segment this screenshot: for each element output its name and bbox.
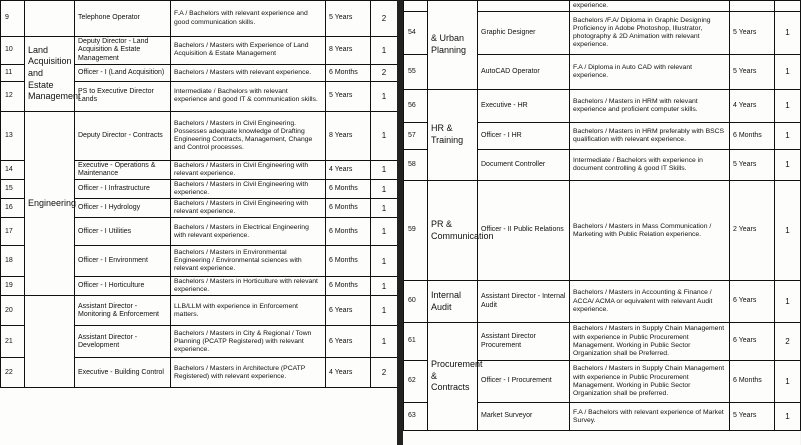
qualification-cell: experience. [570,1,730,12]
qualification-cell: Bachelors / Masters with relevant experience. [171,64,326,81]
position-cell: Officer - I Hydrology [75,199,171,218]
count-cell: 2 [775,323,801,361]
experience-cell: 8 Years [326,37,371,65]
count-cell: 1 [371,326,398,358]
serial-number: 21 [1,326,25,358]
position-cell: Market Surveyor [478,403,570,431]
experience-cell: 5 Years [730,12,775,55]
count-cell: 2 [371,1,398,37]
position-cell [478,1,570,12]
department-cell [25,296,75,388]
count-cell: 1 [775,403,801,431]
qualification-cell: Bachelors /F.A/ Diploma in Graphic Designing Proficiency in Adobe Photoshop, Illustrator, photography & 2D Animation with relevant experience. [570,12,730,55]
department-engineering: Engineering [25,111,75,296]
count-cell: 1 [775,55,801,90]
table-row [1,296,398,326]
experience-cell: 6 Years [326,296,371,326]
position-cell: Assistant Director - Development [75,326,171,358]
experience-cell: 6 Months [730,361,775,403]
serial-number: 60 [404,281,428,323]
count-cell: 2 [371,358,398,388]
count-cell: 1 [775,181,801,281]
experience-cell: 5 Years [326,1,371,37]
qualification-cell: Bachelors / Masters in Civil Engineering with relevant experience. [171,199,326,218]
serial-number: 13 [1,111,25,160]
count-cell: 1 [371,218,398,246]
experience-cell: 5 Years [730,55,775,90]
experience-cell: 2 Years [730,181,775,281]
position-cell: AutoCAD Operator [478,55,570,90]
position-cell: Officer - I Utilities [75,218,171,246]
qualification-cell: Bachelors / Masters in Mass Communication / Marketing with Public Relation experience. [570,181,730,281]
experience-cell: 5 Years [730,150,775,181]
position-cell: Officer - I (Land Acquisition) [75,64,171,81]
experience-cell: 5 Years [730,403,775,431]
department-planning: & Urban Planning [428,1,478,90]
position-cell: PS to Executive Director Lands [75,81,171,111]
experience-cell: 5 Years [326,81,371,111]
position-cell: Officer - I Environment [75,246,171,277]
qualification-cell: Bachelors / Masters in Horticulture with relevant experience. [171,277,326,296]
table-row [404,281,801,323]
position-cell: Graphic Designer [478,12,570,55]
serial-number: 57 [404,123,428,150]
count-cell: 1 [775,281,801,323]
qualification-cell: Bachelors / Masters with Experience of Land Acquisition & Estate Management [171,37,326,65]
qualification-cell: Bachelors / Masters in HRM preferably with BSCS qualification with relevant experience. [570,123,730,150]
table-row [1,37,398,65]
position-cell: Officer - I Infrastructure [75,180,171,199]
table-row [404,90,801,123]
left-page-panel [0,0,397,445]
experience-cell: 6 Months [730,123,775,150]
serial-number: 15 [1,180,25,199]
department-procurement: Procurement & Contracts [428,323,478,431]
serial-number: 19 [1,277,25,296]
qualification-cell: Intermediate / Bachelors with experience in document controlling & good IT Skills. [570,150,730,181]
position-cell: Officer - I Horticulture [75,277,171,296]
experience-cell: 8 Years [326,111,371,160]
qualification-cell: Bachelors / Masters in Architecture (PCATP Registered) with relevant experience. [171,358,326,388]
table-row [404,181,801,281]
count-cell: 1 [775,12,801,55]
experience-cell: 4 Years [326,160,371,180]
serial-number: 59 [404,181,428,281]
qualification-cell: Bachelors / Masters in Supply Chain Management with experience in Public Procurement Management. Working in Public Sector Organization shall be Preferred. [570,323,730,361]
experience-cell: 6 Years [326,326,371,358]
experience-cell: 4 Years [730,90,775,123]
experience-cell: 6 Months [326,199,371,218]
department-internal-audit: Internal Audit [428,281,478,323]
serial-number: 11 [1,64,25,81]
count-cell: 1 [371,111,398,160]
table-row [1,1,398,37]
serial-number: 9 [1,1,25,37]
count-cell: 1 [371,277,398,296]
experience-cell: 6 Years [730,281,775,323]
count-cell: 1 [775,150,801,181]
experience-cell: 6 Months [326,277,371,296]
serial-number: 22 [1,358,25,388]
serial-number: 17 [1,218,25,246]
qualification-cell: Bachelors / Masters in Environmental Engineering / Environmental sciences with relevant experience. [171,246,326,277]
experience-cell: 6 Months [326,218,371,246]
left-jobs-table [0,0,398,388]
position-cell: Officer - I HR [478,123,570,150]
position-cell: Officer - I Procurement [478,361,570,403]
count-cell: 1 [371,246,398,277]
count-cell: 1 [775,123,801,150]
position-cell: Assistant Director - Internal Audit [478,281,570,323]
serial-number: 12 [1,81,25,111]
count-cell: 1 [371,199,398,218]
serial-number: 18 [1,246,25,277]
qualification-cell: Bachelors / Masters in Electrical Engineering with relevant experience. [171,218,326,246]
right-page-panel [403,0,800,445]
qualification-cell: Bachelors / Masters in Civil Engineering with relevant experience. [171,160,326,180]
qualification-cell: Bachelors / Masters in HRM with relevant experience and proficient computer skills. [570,90,730,123]
position-cell: Officer - II Public Relations [478,181,570,281]
count-cell: 1 [371,160,398,180]
qualification-cell: Bachelors / Masters in Supply Chain Management with experience in Public Procurement Management. Working in Public Sector Organization shall be preferred. [570,361,730,403]
position-cell: Executive - HR [478,90,570,123]
count-cell: 1 [371,296,398,326]
serial-number: 63 [404,403,428,431]
count-cell: 1 [371,37,398,65]
experience-cell: 6 Years [730,323,775,361]
position-cell: Document Controller [478,150,570,181]
experience-cell [730,1,775,12]
qualification-cell: Bachelors / Masters in City & Regional / Town Planning (PCATP Registered) with relevant experience. [171,326,326,358]
experience-cell: 4 Years [326,358,371,388]
serial-number [404,1,428,12]
table-row [404,323,801,361]
position-cell: Deputy Director - Land Acquisition & Estate Management [75,37,171,65]
count-cell [775,1,801,12]
serial-number: 55 [404,55,428,90]
serial-number: 56 [404,90,428,123]
department-land-acquisition: Land Acquisition and Estate Management [25,37,75,112]
qualification-cell: LLB/LLM with experience in Enforcement matters. [171,296,326,326]
department-hr-training: HR & Training [428,90,478,181]
qualification-cell: F.A / Bachelors with relevant experience and good communication skills. [171,1,326,37]
serial-number: 54 [404,12,428,55]
department-pr-communication: PR & Communication [428,181,478,281]
serial-number: 61 [404,323,428,361]
serial-number: 14 [1,160,25,180]
qualification-cell: Bachelors / Masters in Civil Engineering with experience. [171,180,326,199]
qualification-cell: Bachelors / Masters in Civil Engineering. Possesses adequate knowledge of Drafting Engineering Contracts, Management, Change and Control processes. [171,111,326,160]
table-row [404,1,801,12]
position-cell: Executive - Operations & Maintenance [75,160,171,180]
qualification-cell: Intermediate / Bachelors with relevant experience and good IT & communication skills. [171,81,326,111]
serial-number: 16 [1,199,25,218]
position-cell: Assistant Director Procurement [478,323,570,361]
qualification-cell: Bachelors / Masters in Accounting & Finance / ACCA/ ACMA or equivalent with relevant Audit experience. [570,281,730,323]
experience-cell: 6 Months [326,64,371,81]
qualification-cell: F.A / Bachelors with relevant experience of Market Survey. [570,403,730,431]
qualification-cell: F.A / Diploma in Auto CAD with relevant experience. [570,55,730,90]
count-cell: 1 [775,361,801,403]
count-cell: 1 [371,180,398,199]
count-cell: 1 [775,90,801,123]
serial-number: 58 [404,150,428,181]
count-cell: 1 [371,81,398,111]
serial-number: 20 [1,296,25,326]
experience-cell: 6 Months [326,246,371,277]
position-cell: Executive - Building Control [75,358,171,388]
position-cell: Deputy Director - Contracts [75,111,171,160]
table-row [1,111,398,160]
count-cell: 2 [371,64,398,81]
serial-number: 10 [1,37,25,65]
serial-number: 62 [404,361,428,403]
experience-cell: 6 Months [326,180,371,199]
position-cell: Telephone Operator [75,1,171,37]
department-cell [25,1,75,37]
right-jobs-table [403,0,801,431]
position-cell: Assistant Director - Monitoring & Enforcement [75,296,171,326]
